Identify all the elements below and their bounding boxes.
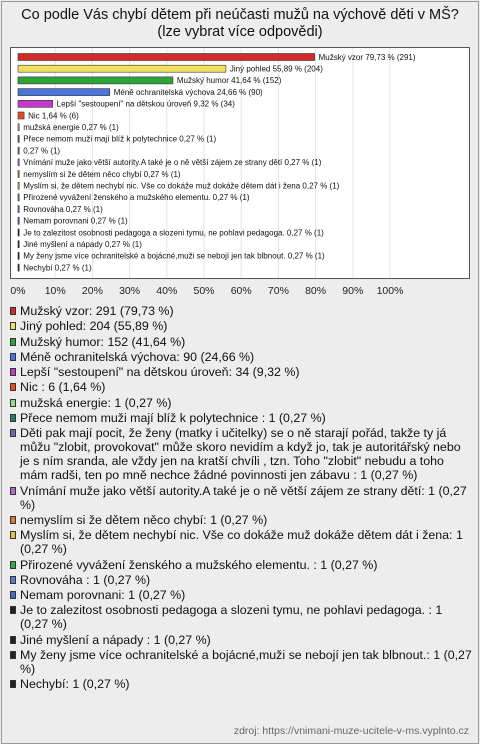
legend-label: Děti pak mají pocit, že ženy (matky i učitelky) se o ně starají pořád, takže ty já můžu "zlobit, provokovat" může skoro nevidím a když jo, tak je autoritářský nebo je s ním sranda, ale vždy jen na kratší chvíli , tzn. Toho "zlobit" nebudu a toho mám radši, ten po mně nechce žádné povinnosti jen zábavu : 1 (0,27 %) [20,426,461,483]
legend-swatch [10,591,16,599]
legend-item [10,677,472,691]
legend-item [10,513,472,527]
bar [18,264,19,271]
bar [18,77,173,84]
bar-label: Nemam porovnani 0,27 % (1) [23,216,128,226]
bar-label: Myslím si, že dětem nechybí nic. Vše co dokáže muž dokáže dětem dát i žena 0,27 % (1) [23,181,340,191]
legend-item [10,648,472,676]
source-note: zdroj: https://vnimani-muze-ucitele-v-ms.vyplnto.cz [233,725,469,737]
legend [10,304,472,693]
bar-label: Vnímání muže jako větší autority.A také je o ně větší zájem ze strany dětí 0,27 % (1) [23,158,322,168]
bar [18,89,110,96]
bar [18,124,19,131]
legend-swatch [10,576,16,584]
legend-swatch [10,680,16,688]
bar-label: Přece nemom muži mají blíž k polytechnice 0,27 % (1) [23,134,217,144]
legend-item [10,603,472,631]
legend-label: Lepší "sestoupení" na dětskou úroveň: 34 (9,32 %) [20,365,300,380]
legend-item [10,365,472,379]
legend-item [10,411,472,425]
bar [18,182,19,189]
bar-label: Méně ochranitelská výchova 24,66 % (90) [113,87,263,97]
legend-swatch [10,531,16,539]
bar [18,252,19,259]
bar-label: Je to zalezitost osobnosti pedagoga a slozeni tymu, ne pohlavi pedagoga. 0,27 % (1) [23,228,324,238]
legend-label: Myslím si, že dětem nechybí nic. Vše co dokáže muž dokáže dětem dát i žena: 1 (0,27 %) [20,528,463,557]
bar [18,54,315,61]
legend-label: Mužský humor: 152 (41,64 %) [20,334,186,349]
legend-item [10,426,472,482]
legend-item [10,319,472,333]
x-tick-label: 40% [156,285,178,297]
x-tick-label: 50% [193,285,215,297]
x-tick-label: 80% [305,285,327,297]
legend-label: Mužský vzor: 291 (79,73 %) [20,304,174,318]
legend-item [10,380,472,394]
legend-item [10,633,472,647]
bar-label: Rovnováha 0,27 % (1) [23,204,103,214]
bar [18,147,19,154]
bar-chart [0,0,480,300]
legend-swatch [10,429,16,437]
legend-label: Jiné myšlení a nápady : 1 (0,27 %) [20,632,211,647]
legend-label: Nemam porovnani: 1 (0,27 %) [20,588,186,603]
x-tick-label: 60% [230,285,252,297]
legend-swatch [10,651,16,659]
bar [18,206,19,213]
bar [18,241,19,248]
legend-swatch [10,561,16,569]
bar [18,194,19,201]
legend-label: Je to zalezitost osobnosti pedagoga a slozeni tymu, ne pohlavi pedagoga. : 1 (0,27 %) [20,603,443,632]
legend-label: Nechybí: 1 (0,27 %) [20,677,130,692]
legend-item [10,484,472,512]
bar [18,100,53,107]
legend-swatch [10,307,16,315]
bar [18,135,19,142]
bar-label: 0,27 % (1) [23,146,61,156]
bar [18,217,19,224]
legend-swatch [10,516,16,524]
legend-swatch [10,399,16,407]
legend-label: Přece nemom muži mají blíž k polytechnice : 1 (0,27 %) [20,411,326,426]
x-tick-label: 70% [267,285,289,297]
legend-swatch [10,322,16,330]
legend-label: Vnímání muže jako větší autority.A také je o ně větší zájem ze strany dětí: 1 (0,27 %) [20,483,467,512]
x-tick-label: 10% [44,285,66,297]
bar-label: Jiný pohled 55,89 % (204) [229,64,323,74]
bar [18,112,24,119]
bar-label: Jiné myšlení a nápady 0,27 % (1) [23,240,142,249]
legend-item [10,573,472,587]
x-tick-label: 100% [376,285,404,297]
bar-label: Přirozené vyvážení ženského a mužského elementu. 0,27 % (1) [23,193,250,203]
legend-label: Méně ochranitelská výchova: 90 (24,66 %) [20,349,255,364]
x-tick-label: 20% [81,285,103,297]
legend-label: Nic : 6 (1,64 %) [20,380,106,395]
legend-swatch [10,353,16,361]
legend-label: nemyslím si že dětem něco chybí: 1 (0,27 %) [20,512,268,527]
legend-item [10,528,472,556]
legend-swatch [10,636,16,644]
bar-label: mužská energie 0,27 % (1) [23,123,119,132]
legend-item [10,588,472,602]
bar-label: Nechybí 0,27 % (1) [23,263,92,273]
chart-title-line1: Co podle Vás chybí dětem při neúčasti mužů na výchově děti v MŠ? [21,7,459,23]
legend-label: Přirozené vyvážení ženského a mužského elementu. : 1 (0,27 %) [20,557,378,572]
legend-swatch [10,383,16,391]
bar-label: nemyslím si že dětem něco chybí 0,27 % (1) [23,169,181,179]
legend-label: Jiný pohled: 204 (55,89 %) [20,319,168,334]
bar [18,65,226,72]
chart-title-line2: (lze vybrat více odpovědi) [157,24,323,40]
legend-item [10,335,472,349]
x-tick-label: 90% [342,285,364,297]
legend-swatch [10,487,16,495]
legend-item [10,396,472,410]
bar-label: Mužský humor 41,64 % (152) [176,76,282,86]
legend-item [10,304,472,318]
x-tick-label: 30% [119,285,141,297]
legend-swatch [10,338,16,346]
bar [18,159,19,166]
legend-label: Rovnováha : 1 (0,27 %) [20,572,151,587]
bar-label: Mužský vzor 79,73 % (291) [318,52,416,62]
legend-item [10,350,472,364]
legend-label: mužská energie: 1 (0,27 %) [20,395,172,410]
bar [18,171,19,178]
legend-item [10,558,472,572]
bar-label: Lepší "sestoupení" na dětskou úroveň 9,32 % (34) [56,99,235,109]
legend-label: My ženy jsme více ochranitelské a bojácné,muži se nebojí jen tak blbnout.: 1 (0,27 %) [20,648,472,677]
bar [18,229,19,236]
x-tick-label: 0% [10,285,26,297]
legend-swatch [10,368,16,376]
legend-swatch [10,414,16,422]
bar-label: Nic 1,64 % (6) [28,111,79,121]
bar-label: My ženy jsme více ochranitelské a bojácné,muži se nebojí jen tak blbnout. 0,27 % (1) [23,251,325,261]
legend-swatch [10,606,16,614]
